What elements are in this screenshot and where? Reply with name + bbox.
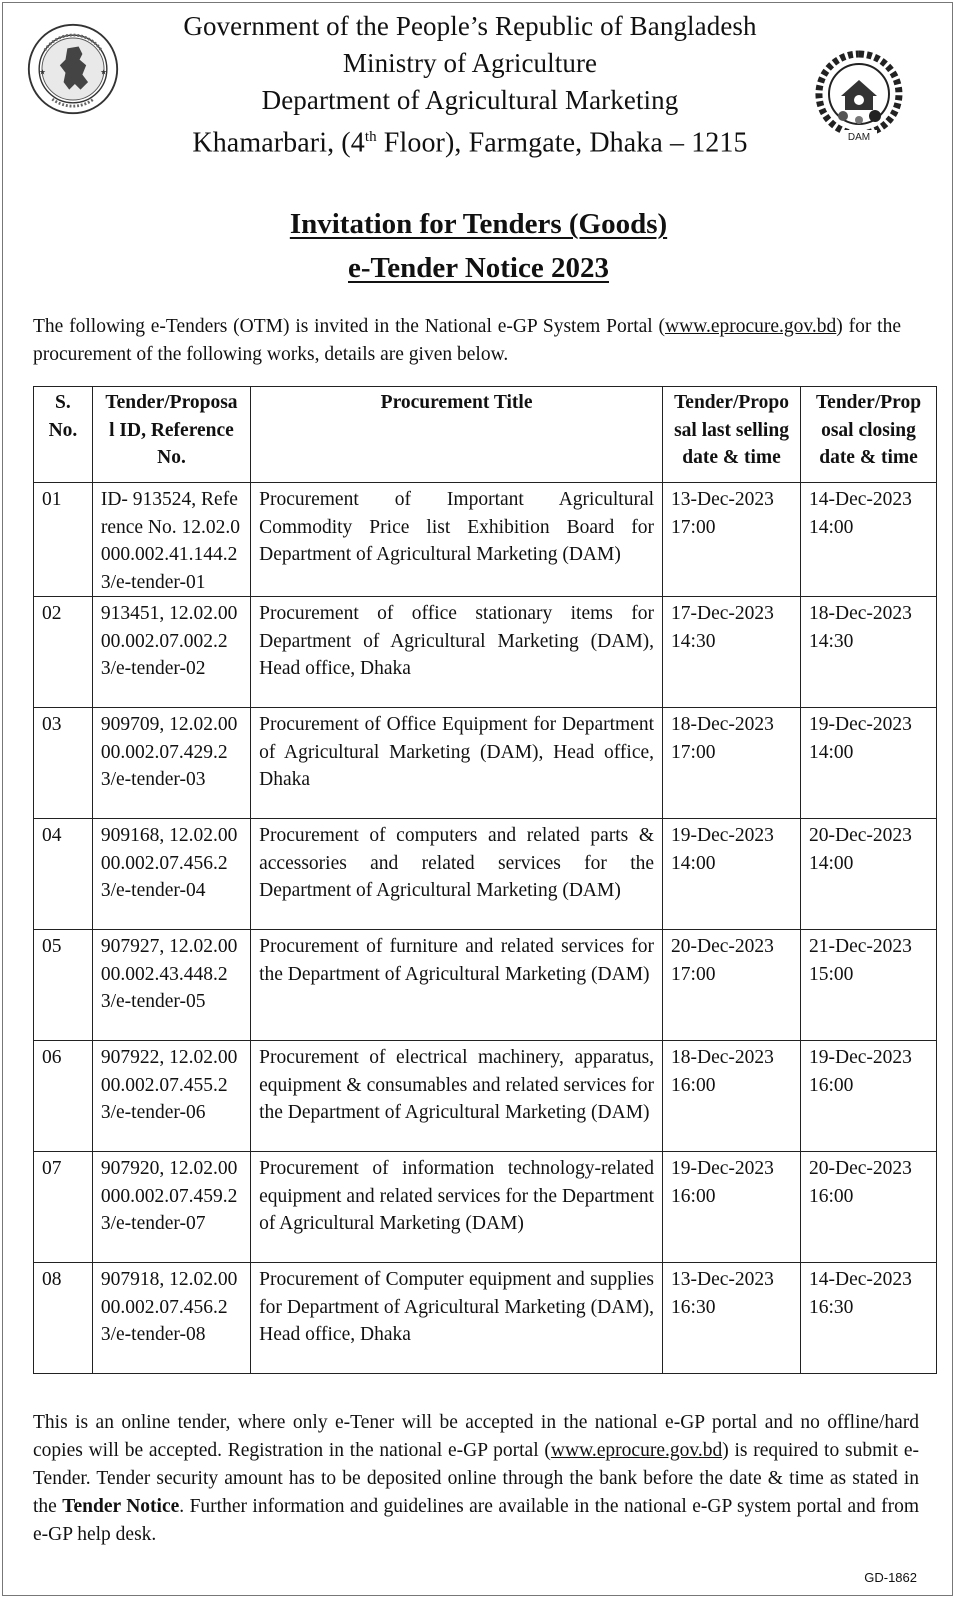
cell-tender-id: 913451, 12.02.0000.002.07.002.23/e-tender-02 (92, 597, 250, 708)
closing-time: 14:30 (809, 630, 854, 652)
selling-date: 13-Dec-2023 (671, 489, 774, 510)
cell-selling-date (663, 1152, 801, 1263)
selling-date: 18-Dec-2023 (671, 714, 774, 735)
cell-procurement-title: Procurement of office stationary items for Department of Agricultural Marketing (DAM), Head office, Dhaka (251, 597, 663, 708)
selling-time: 17:00 (671, 516, 716, 538)
closing-date: 18-Dec-2023 (809, 603, 912, 624)
header-tender-id: Tender/Proposa l ID, Reference No. (92, 387, 250, 483)
table-row (34, 483, 937, 597)
cell-procurement-title: Procurement of electrical machinery, apparatus, equipment & consumables and related services for the Department of Agricultural Marketing (DAM) (251, 1041, 663, 1152)
svg-text:DAM: DAM (847, 132, 871, 143)
table-row (34, 1263, 937, 1374)
cell-procurement-title: Procurement of Important Agricultural Commodity Price list Exhibition Board for Department of Agricultural Marketing (DAM) (251, 483, 663, 597)
selling-time: 14:30 (671, 630, 716, 652)
cell-closing-date (801, 1263, 937, 1374)
department-name: Department of Agricultural Marketing (261, 85, 679, 115)
selling-time: 16:30 (671, 1296, 716, 1318)
closing-date: 20-Dec-2023 (809, 825, 912, 846)
cell-closing-date (801, 930, 937, 1041)
header-selling-date: Tender/Propo sal last selling date & time (663, 387, 801, 483)
table-row (34, 1041, 937, 1152)
ministry-name: Ministry of Agriculture (342, 48, 598, 78)
cell-sno: 04 (34, 819, 93, 930)
cell-selling-date (663, 930, 801, 1041)
closing-time: 14:00 (809, 741, 854, 763)
header-closing-date: Tender/Prop osal closing date & time (801, 387, 937, 483)
cell-selling-date (663, 597, 801, 708)
letterhead-text (150, 8, 790, 161)
cell-procurement-title: Procurement of Computer equipment and supplies for Department of Agricultural Marketing (DAM), Head office, Dhaka (251, 1263, 663, 1374)
cell-sno: 05 (34, 930, 93, 1041)
address: Khamarbari, (4th Floor), Farmgate, Dhaka – 1215 (192, 127, 748, 159)
selling-time: 17:00 (671, 741, 716, 763)
cell-closing-date (801, 1152, 937, 1263)
selling-time: 14:00 (671, 852, 716, 874)
cell-procurement-title: Procurement of furniture and related services for the Department of Agricultural Marketing (DAM) (251, 930, 663, 1041)
cell-closing-date (801, 1041, 937, 1152)
cell-selling-date (663, 708, 801, 819)
header-procurement-title: Procurement Title (251, 387, 663, 483)
cell-selling-date (663, 1041, 801, 1152)
notice-titles (0, 202, 957, 290)
table-row (34, 597, 937, 708)
closing-date: 14-Dec-2023 (809, 489, 912, 510)
cell-sno: 06 (34, 1041, 93, 1152)
selling-date: 20-Dec-2023 (671, 936, 774, 957)
selling-date: 19-Dec-2023 (671, 1158, 774, 1179)
selling-date: 13-Dec-2023 (671, 1269, 774, 1290)
selling-date: 19-Dec-2023 (671, 825, 774, 846)
cell-sno: 03 (34, 708, 93, 819)
cell-tender-id: 907920, 12.02.00000.002.07.459.23/e-tender-07 (92, 1152, 250, 1263)
cell-tender-id: 907922, 12.02.0000.002.07.455.23/e-tender-06 (92, 1041, 250, 1152)
closing-time: 14:00 (809, 852, 854, 874)
intro-paragraph: The following e-Tenders (OTM) is invited in the National e-GP System Portal (www.eprocure.gov.bd) for the procurement of the following works, details are given below. (33, 316, 901, 365)
table-row (34, 819, 937, 930)
notice-code: GD-1862 (864, 1570, 917, 1585)
selling-time: 16:00 (671, 1074, 716, 1096)
cell-tender-id: 909168, 12.02.0000.002.07.456.23/e-tender-04 (92, 819, 250, 930)
notice-subtitle: e-Tender Notice 2023 (348, 252, 609, 284)
cell-procurement-title: Procurement of computers and related parts & accessories and related services for the Department of Agricultural Marketing (DAM) (251, 819, 663, 930)
cell-closing-date (801, 483, 937, 597)
eprocure-link-footer[interactable]: www.eprocure.gov.bd (550, 1440, 723, 1461)
closing-date: 14-Dec-2023 (809, 1269, 912, 1290)
cell-tender-id: 907918, 12.02.0000.002.07.456.23/e-tender-08 (92, 1263, 250, 1374)
cell-sno: 07 (34, 1152, 93, 1263)
closing-date: 19-Dec-2023 (809, 714, 912, 735)
tender-table (33, 386, 937, 1374)
cell-sno: 01 (34, 483, 93, 597)
table-row (34, 930, 937, 1041)
closing-time: 15:00 (809, 963, 854, 985)
cell-procurement-title: Procurement of information technology-related equipment and related services for the Department of Agricultural Marketing (DAM) (251, 1152, 663, 1263)
cell-procurement-title: Procurement of Office Equipment for Department of Agricultural Marketing (DAM), Head office, Dhaka (251, 708, 663, 819)
footer-paragraph: This is an online tender, where only e-Tener will be accepted in the national e-GP portal and no offline/hard copies will be accepted. Registration in the national e-GP portal (www.eprocure.gov.bd) is required to submit e-Tender. Tender security amount has to be deposited online through the bank before the date & time as stated in the Tender Notice. Further information and guidelines are available in the national e-GP system portal and from e-GP help desk. (33, 1412, 920, 1545)
government-name: Government of the People’s Republic of Bangladesh (183, 11, 757, 41)
closing-time: 16:30 (809, 1296, 854, 1318)
selling-time: 16:00 (671, 1185, 716, 1207)
cell-tender-id: ID- 913524, Reference No. 12.02.0000.002.41.144.23/e-tender-01 (92, 483, 250, 597)
closing-time: 16:00 (809, 1074, 854, 1096)
cell-selling-date (663, 819, 801, 930)
cell-sno: 08 (34, 1263, 93, 1374)
svg-text:★: ★ (100, 67, 108, 77)
closing-date: 19-Dec-2023 (809, 1047, 912, 1068)
notice-title: Invitation for Tenders (Goods) (289, 208, 668, 240)
table-header-row (34, 387, 937, 483)
dam-logo-icon (813, 46, 905, 146)
cell-selling-date (663, 1263, 801, 1374)
closing-date: 21-Dec-2023 (809, 936, 912, 957)
header-sno: S. No. (34, 387, 93, 483)
cell-closing-date (801, 819, 937, 930)
closing-date: 20-Dec-2023 (809, 1158, 912, 1179)
closing-time: 16:00 (809, 1185, 854, 1207)
eprocure-link[interactable]: www.eprocure.gov.bd (665, 316, 837, 337)
letterhead (0, 8, 957, 168)
cell-selling-date (663, 483, 801, 597)
cell-tender-id: 907927, 12.02.0000.002.43.448.23/e-tender-05 (92, 930, 250, 1041)
cell-sno: 02 (34, 597, 93, 708)
cell-closing-date (801, 708, 937, 819)
table-row (34, 708, 937, 819)
svg-text:★: ★ (39, 67, 46, 77)
selling-date: 17-Dec-2023 (671, 603, 774, 624)
bangladesh-government-seal-icon (26, 22, 120, 116)
closing-time: 14:00 (809, 516, 854, 538)
table-row (34, 1152, 937, 1263)
selling-time: 17:00 (671, 963, 716, 985)
selling-date: 18-Dec-2023 (671, 1047, 774, 1068)
cell-closing-date (801, 597, 937, 708)
cell-tender-id: 909709, 12.02.0000.002.07.429.23/e-tender-03 (92, 708, 250, 819)
